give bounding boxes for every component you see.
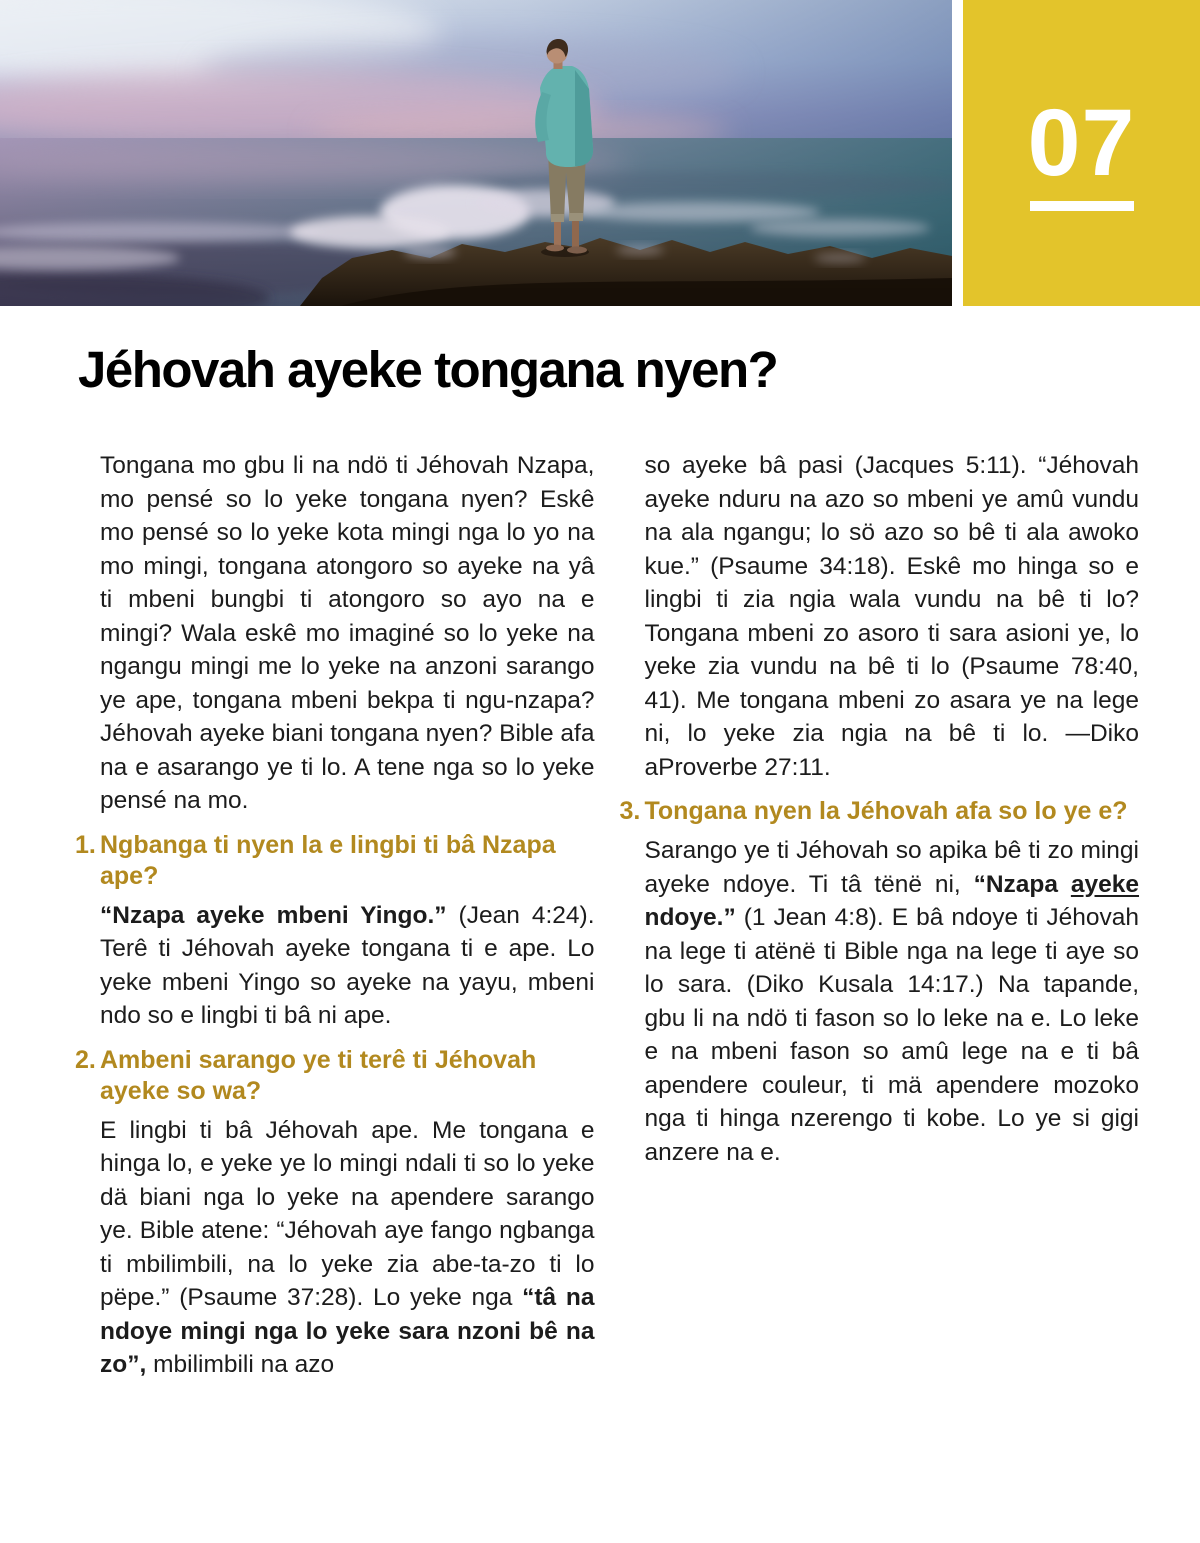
question-heading (75, 1045, 595, 1107)
question-text: Ambeni sarango ye ti terê ti Jéhovah ayeke so wa? (100, 1045, 537, 1105)
question-number: 1. (75, 830, 96, 859)
text-run: “Nzapa (973, 870, 1071, 898)
paragraph (100, 899, 595, 1033)
text-run: so ayeke bâ pasi (Jacques 5:11). “Jéhovah ayeke nduru na azo so mbeni ye amû vundu na ala ngangu; lo sö azo so bê ti ala awoko kue.” (Psaume 34:18). Eskê mo hinga so e lingbi ti zia ngia wala vundu na bê ti lo? Tongana mbeni zo asoro ti sara asioni ye, lo yeke zia vundu na bê ti lo (Psaume 78:40, 41). Me tongana mbeni zo asara ye na lege ni, lo yeke zia ngia na bê ti lo. —Diko aProverbe 27:11. (644, 452, 1139, 781)
lesson-number-badge (963, 0, 1200, 306)
text-run: mbilimbili na azo (146, 1351, 335, 1378)
paragraph (645, 449, 1140, 784)
body-columns (75, 449, 1139, 1393)
paragraph (100, 449, 595, 818)
text-run: “Nzapa ayeke mbeni Yingo.” (100, 901, 447, 929)
lesson-number-underline (1030, 201, 1134, 211)
hero-photo (0, 0, 952, 306)
text-run: (Jean 4:24). Terê ti Jéhovah ayeke tongana ti e ape. Lo yeke mbeni Yingo so ayeke na yayu, mbeni ndo so e lingbi ti bâ ni ape. (100, 901, 595, 1029)
question-number: 3. (619, 797, 641, 825)
question-number: 2. (75, 1045, 96, 1074)
question-text: Tongana nyen la Jéhovah afa so lo ye e? (644, 797, 1128, 825)
text-run: “tâ na ndoye mingi nga lo yeke sara nzoni bê na zo”, (100, 1284, 595, 1378)
page-title: Jéhovah ayeke tongana nyen? (78, 341, 778, 398)
text-run: Tongana mo gbu li na ndö ti Jéhovah Nzapa, mo pensé so lo yeke tongana nyen? Eskê mo pensé so lo yeke kota mingi nga lo yo na mo mingi, tongana atongoro so ayeke na yâ ti mbeni bungbi ti atongoro so ayo na e mingi? Wala eskê mo imaginé so lo yeke na ngangu mingi me lo yeke na anzoni sarango ye ape, tongana mbeni bekpa ti ngu-nzapa? Jéhovah ayeke biani tongana nyen? Bible afa na e asarango ye ti lo. A tene nga so lo yeke pensé na mo. (100, 452, 595, 814)
text-run: (1 Jean 4:8). E bâ ndoye ti Jéhovah na lege ti atënë ti Bible nga na lege ti aye so lo sara. (Diko Kusala 14:17.) Na tapande, gbu li na ndö ti fason so lo leke na e. Lo leke e na mbeni fason so amû lege na e ti bâ apendere couleur, ti mä apendere mozoko nga ti hinga nzerengo ti kobe. Lo ye si gigi anzere na e. (644, 904, 1139, 1166)
text-run: ndoye.” (644, 904, 736, 931)
lesson-number: 07 (1027, 90, 1136, 196)
paragraph (100, 1114, 595, 1382)
question-text: Ngbanga ti nyen la e lingbi ti bâ Nzapa ape? (100, 830, 556, 890)
paragraph (645, 834, 1140, 1169)
text-run: E lingbi ti bâ Jéhovah ape. Me tongana e hinga lo, e yeke ye lo mingi ndali ti so lo yeke dä biani nga lo yeke na apendere sarango ye. Bible atene: “Jéhovah aye fango ngbanga ti mbilimbili, na lo yeke zia abe-ta-zo ti lo pëpe.” (Psaume 37:28). Lo yeke nga (100, 1116, 595, 1311)
hero-photo-illustration (0, 0, 952, 306)
question-heading (620, 796, 1140, 827)
text-run: ayeke (1070, 870, 1140, 898)
question-heading (75, 830, 595, 892)
column-left (75, 449, 595, 1393)
text-run: Sarango ye ti Jéhovah so apika bê ti zo mingi ayeke ndoye. Ti tâ tënë ni, (644, 837, 1139, 898)
column-right (620, 449, 1140, 1393)
